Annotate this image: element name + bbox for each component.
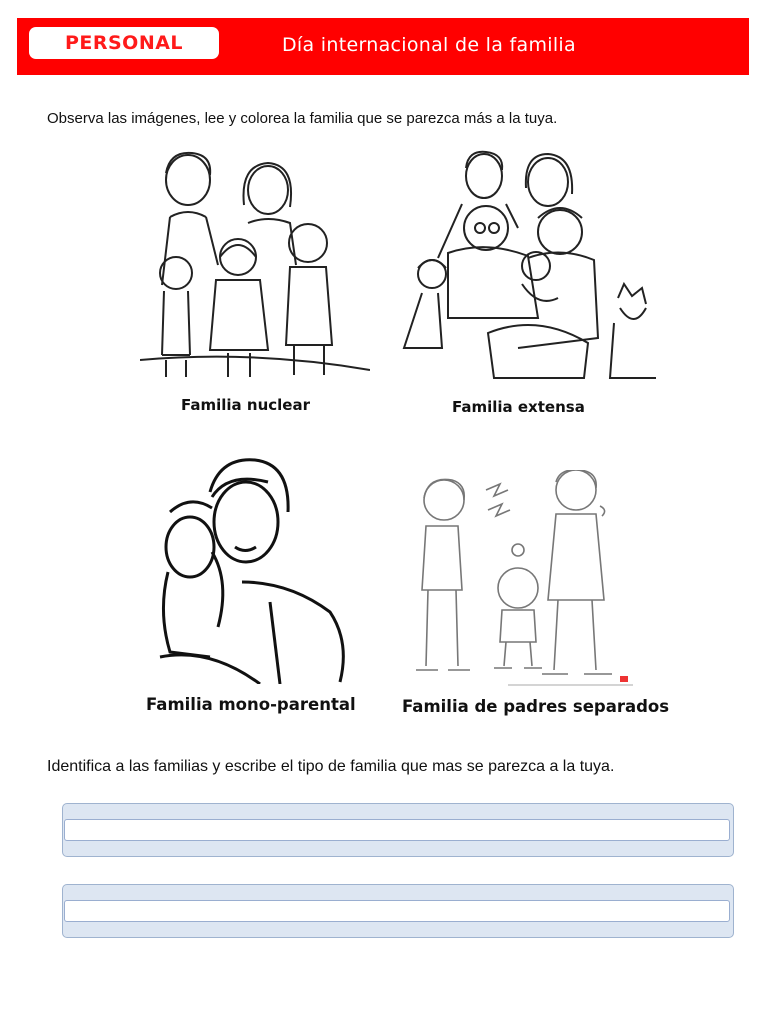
header-banner [17, 18, 749, 75]
caption-extended-family: Familia extensa [452, 398, 585, 416]
page-title: Día internacional de la familia [282, 34, 576, 56]
separated-parents-illustration [408, 470, 633, 688]
caption-nuclear-family: Familia nuclear [181, 396, 310, 414]
instruction-identify: Identifica a las familias y escribe el tipo de familia que mas se parezca a la tuya. [47, 758, 615, 775]
instruction-color: Observa las imágenes, lee y colorea la familia que se parezca más a la tuya. [47, 110, 558, 127]
answer-field-1[interactable] [64, 819, 730, 841]
answer-field-2[interactable] [64, 900, 730, 922]
answer-box-1 [62, 803, 734, 857]
single-parent-family-illustration [150, 452, 355, 684]
caption-single-parent-family: Familia mono-parental [146, 695, 356, 714]
extended-family-illustration [388, 148, 660, 383]
nuclear-family-illustration [140, 145, 370, 380]
subject-badge: PERSONAL [29, 27, 219, 59]
caption-separated-parents-family: Familia de padres separados [402, 697, 670, 716]
answer-box-2 [62, 884, 734, 938]
